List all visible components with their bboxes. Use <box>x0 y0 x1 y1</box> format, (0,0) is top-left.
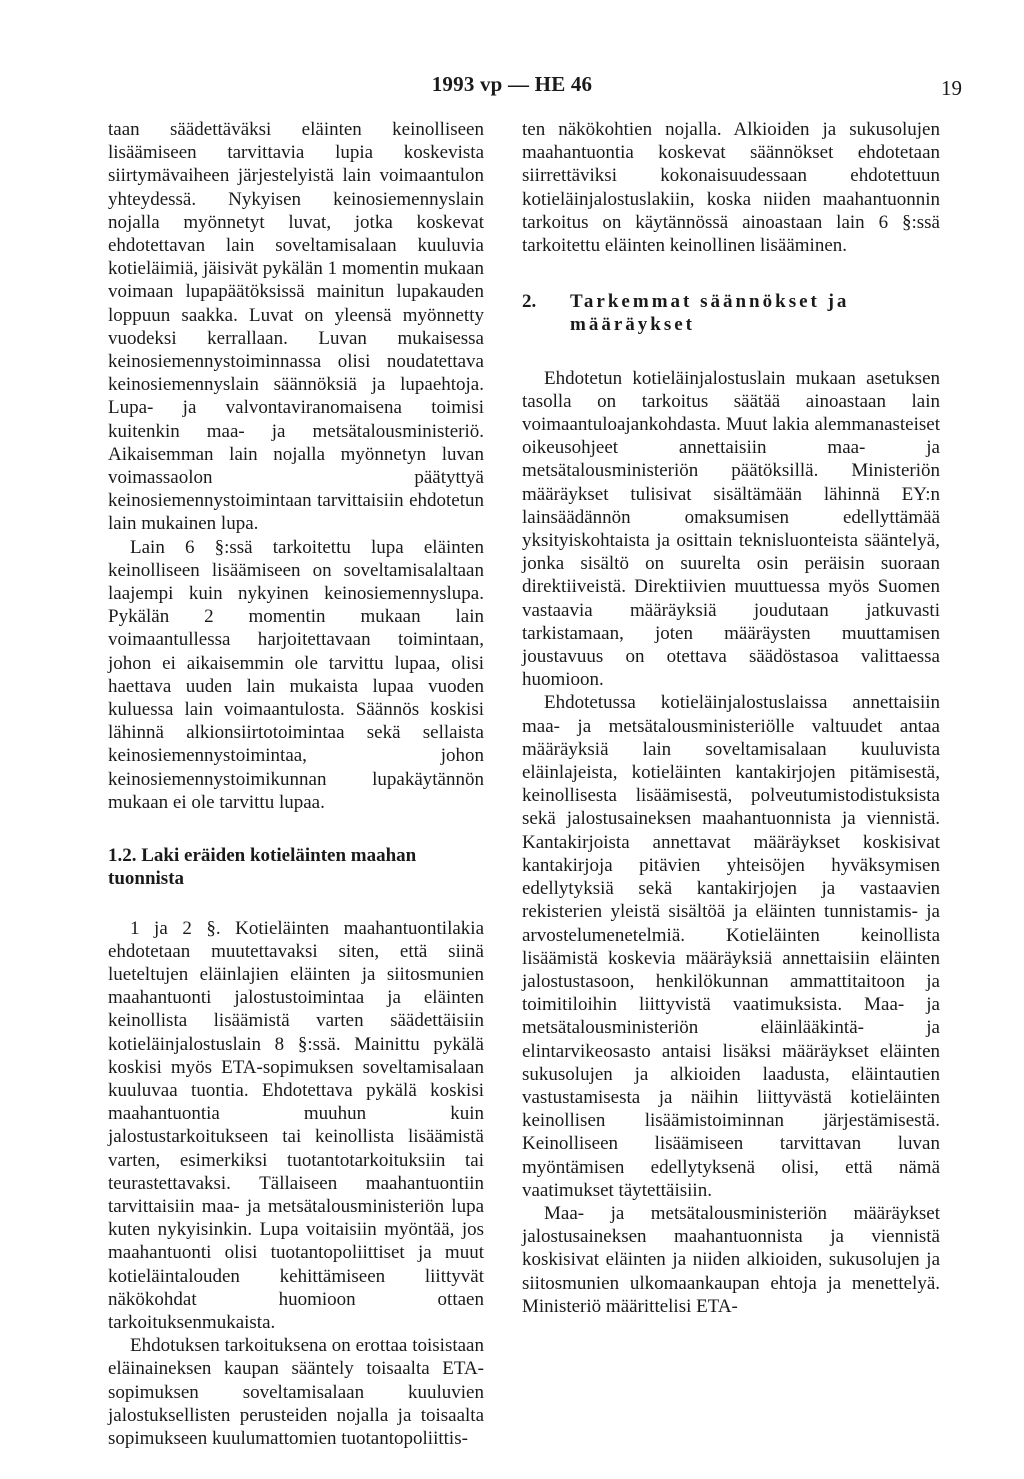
left-column <box>108 118 484 1450</box>
section-heading-title: Tarkemmat säännökset ja määräykset <box>570 291 850 336</box>
section-heading-number: 2. <box>522 291 537 313</box>
left-paragraph-1: taan säädettäväksi eläinten keinolliseen lisäämiseen tarvittavia lupia koskevista siirtymävaiheen järjestelyistä lain voimaantulon yhteydessä. Nykyisen keinosiemennyslain nojalla myönnetyt luvat, jotka koskevat ehdotettavan lain soveltamisalaan kuuluvia kotieläimiä, jäisivät pykälän 1 momentin mukaan voimaan lupapäätöksissä mainitun lupakauden loppuun saakka. Luvat on yleensä myönnetty vuodeksi kerrallaan. Luvan mukaisessa keinosiemennystoiminnassa olisi noudatettava keinosiemennyslain säännöksiä ja lupaehtoja. Lupa- ja valvontaviranomaisena toimisi kuitenkin maa- ja metsätalousministeriö. Aikaisemman lain nojalla myönnetyn luvan voimassaolon päätyttyä keinosiemennystoimintaan tarvittaisiin ehdotetun lain mukainen lupa. <box>108 119 484 535</box>
section-heading-1-2: 1.2. Laki eräiden kotieläinten maahan tuonnista <box>108 845 417 890</box>
page-header <box>0 72 1024 108</box>
left-paragraph-2: Lain 6 §:ssä tarkoitettu lupa eläinten keinolliseen lisäämiseen on soveltamisalaltaan laajempi kuin nykyinen keinosiemennyslupa. Pykälän 2 momentin mukaan lain voimaantullessa harjoitettavaan toimintaan, johon ei aikaisemmin ole tarvittu lupaa, olisi haettava uuden lain mukaista lupaa vuoden kuluessa lain voimaantulosta. Säännös koskisi lähinnä alkionsiirtotoimintaa sekä sellaista keinosiemennystoimintaa, johon keinosiemennystoimikunnan lupakäytännön mukaan ei ole tarvittu lupaa. <box>108 536 484 813</box>
section-heading-2 <box>522 290 940 336</box>
right-paragraph-4: Maa- ja metsätalousministeriön määräykset jalostusaineksen maahantuonnista ja viennistä koskisivat eläinten ja niiden alkioiden, sukusolujen ja siitosmunien ulkomaankaupan ehtoja ja menettelyä. Ministeriö määrittelisi ETA- <box>522 1202 940 1317</box>
right-column <box>522 118 940 1318</box>
page-number: 19 <box>941 76 962 100</box>
left-paragraph-3: 1 ja 2 §. Kotieläinten maahantuontilakia ehdotetaan muutettavaksi siten, että siinä lueteltujen eläinlajien eläinten ja siitosmunien maahantuonti jalostustoimintaa ja eläinten keinollista lisäämistä varten säädettäisiin kotieläinjalostuslain 8 §:ssä. Mainittu pykälä koskisi myös ETA-sopimuksen soveltamisalaan kuuluvaa tuontia. Ehdotettava pykälä koskisi maahantuontia muuhun kuin jalostustarkoitukseen tai keinollista lisäämistä varten, esimerkiksi tuotantotarkoituksiin tai teurastettavaksi. Tällaiseen maahantuontiin tarvittaisiin maa- ja metsätalousministeriön lupa kuten nykyisinkin. Lupa voitaisiin myöntää, jos maahantuonti olisi tuotantopoliittiset ja muut kotieläintalouden kehittämiseen liittyvät näkökohdat huomioon ottaen tarkoituksenmukaista. <box>108 917 484 1333</box>
right-paragraph-3: Ehdotetussa kotieläinjalostuslaissa annettaisiin maa- ja metsätalousministeriölle valtuudet antaa määräyksiä lain soveltamisalaan kuuluvista eläinlajeista, kotieläinten kantakirjojen pitämisestä, keinollisesta lisäämisestä, polveutumistodistuksista sekä jalostusaineksen maahantuonnista ja viennistä. Kantakirjoista annettavat määräykset koskisivat kantakirjoja pitävien yhteisöjen hyväksymisen edellytyksiä sekä kantakirjojen ja vastaavien rekisterien yleistä sisältöä ja eläinten tunnistamis- ja arvostelumenetelmiä. Kotieläinten keinollista lisäämistä koskevia määräyksiä annettaisiin eläinten jalostustasoon, henkilökunnan ammattitaitoon ja toimitiloihin liittyvistä vaatimuksista. Maa- ja metsätalousministeriön eläinlääkintä- ja elintarvikeosasto antaisi lisäksi määräykset eläinten sukusolujen ja alkioiden laadusta, eläintautien vastustamisesta ja näihin liittyvästä kotieläinten keinollisen lisäämistoiminnan järjestämisestä. Keinolliseen lisäämiseen tarvittavan luvan myöntämisen edellytyksenä olisi, että nämä vaatimukset täytettäisiin. <box>522 692 940 1201</box>
left-paragraph-4: Ehdotuksen tarkoituksena on erottaa toisistaan eläinaineksen kaupan sääntely toisaalta ETA-sopimuksen soveltamisalaan kuuluvien jalostuksellisten perusteiden nojalla ja toisaalta sopimukseen kuulumattomien tuotantopoliittis- <box>108 1335 484 1449</box>
right-paragraph-2: Ehdotetun kotieläinjalostuslain mukaan asetuksen tasolla on tarkoitus säätää ainoastaan lain voimaantuloajankohdasta. Muut lakia alemmanasteiset oikeusohjeet annettaisiin maa- ja metsätalousministeriön päätöksillä. Ministeriön määräykset tulisivat sisältämään lähinnä EY:n lainsäädännön omaksumisen edellyttämää yksityiskohtaista ja osittain teknisluonteista sääntelyä, jonka sisältö on suurelta osin peräisin suoraan direktiiveistä. Direktiivien muuttuessa myös Suomen vastaavia määräyksiä joudutaan jatkuvasti tarkistamaan, joten määräysten muuttamisen joustavuus on otettava säädöstasoa valittaessa huomioon. <box>522 367 940 691</box>
running-head: 1993 vp — HE 46 <box>431 72 593 96</box>
right-paragraph-1: ten näkökohtien nojalla. Alkioiden ja sukusolujen maahantuontia koskevat säännökset ehdotetaan siirrettäviksi kokonaisuudessaan ehdotettuun kotieläinjalostuslakiin, koska niiden maahantuonnin tarkoitus on käytännössä ainoastaan lain 6 §:ssä tarkoitettu eläinten keinollinen lisääminen. <box>522 119 940 257</box>
